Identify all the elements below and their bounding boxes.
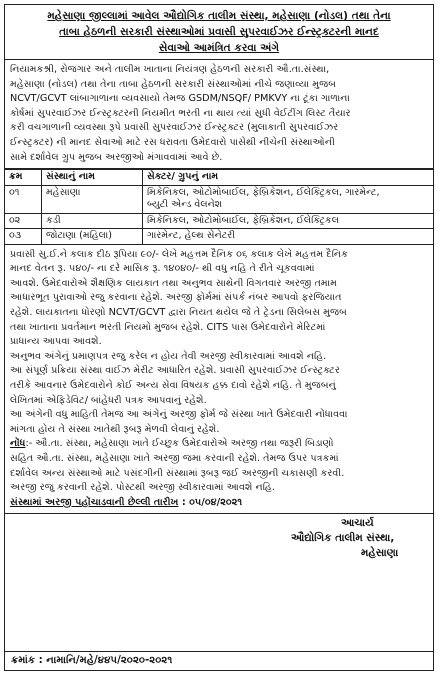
row-serial: ૦૨ [5,213,42,229]
intro-line: NCVT/GCVT લાંબાગાળાના વ્યવસાયો તેમજ GSDM/NSQF/ PMKVY ના ટૂંકા ગાળાના [10,93,350,105]
col-header-sector: સેક્ટર/ ગ્રુપનું નામ [143,170,434,186]
deadline-line [10,496,428,511]
row-institute: જોટાણા (મહિલા) [42,229,143,245]
notice-document [4,4,434,671]
body-line: માંગતા હોય તે સંસ્થા ખાતેથી રૂબરૂ મેળવી લેવાનું રહેશે. [10,423,220,435]
col-header-institute: સંસ્થાનું નામ [42,170,143,186]
row-institute: મહેસાણા [42,185,143,213]
table-row [5,229,433,245]
table-header-row [5,170,433,186]
note-text: :- ઔ.તા. સંસ્થા, મહેસાણા ખાતે ઈચ્છુક ઉમેદવારોએ અરજી તથા જરૂરી બિડાણો [25,438,334,450]
table-row [5,213,433,229]
body-line: તથા ખાતાના પ્રવર્તમાન ભરતી નિયમો મુજબ રહેશે. CITS પાસ ઉમેદવારોને મેરિટમાં [10,321,326,333]
deadline-label: સંસ્થામાં અરજી પહોંચાડવાની છેલ્લી તારીખ [10,496,179,508]
body-line: આ અંગેની વધુ માહિતી તેમજ આ અંગેનું અરજી ફોર્મ જે સંસ્થા ખાતે ઉમેદવારી નોંધાવવા [10,409,348,421]
note-first-line [10,437,428,452]
body-line: આ સંપૂર્ણ પ્રક્રિયા સંસ્થા વાઈઝ મેરીટ આધારિત રહેશે. પ્રવાસી સુપરવાઈઝર ઈન્સ્ટ્રક્ટર [10,365,340,377]
heading-line-1: મહેસાણા જીલ્લામાં આવેલ ઔદ્યોગિક તાલીમ સંસ્થા, મહેસાણા (નોડલ) તથા તેના [47,10,391,22]
row-sector: મિકેનિકલ, ઓટોમોબાઈલ, ફેબ્રિકેશન, ઈલેક્ટ્રિકલ [143,213,434,229]
note-line: દર્શાવેલ અન્ય સંસ્થાઓ માટે પસંદગીની સંસ્થામાં રૂબરૂ જઈ અરજીની ચકાસણી કરવી. [10,467,345,479]
body-line: પ્રવાસી સુ.ઈ.ને કલાક દીઠ રૂપિયા ૯૦/- લેખે મહત્તમ દૈનિક ૦૬ કલાક લેખે મહત્તમ દૈનિક [10,248,348,260]
heading-line-2: તાબા હેઠળની સરકારી સંસ્થાઓમાં પ્રવાસી સુપરવાઈઝર ઈન્સ્ટ્રક્ટરની માનદ [59,26,379,38]
body-line: આવશે. ઉમેદવારોએ શૈક્ષણિક લાયકાત તથા અનુભવ સાથેની વિગતવાર અરજી તમામ [10,277,337,289]
body-line: રહેશે. લાયકાતના ધોરણો NCVT/GCVT દ્વારા નિયત થયેલ જે તે ટ્રેડના સિલેબસ મુજબ [10,307,347,319]
row-sector [143,185,434,213]
row-serial: ૦૧ [5,185,42,213]
row-serial: ૦૩ [5,229,42,245]
intro-line: ઈન્સ્ટ્રક્ટર) ની માનદ સેવાઓ માટે રસ ધરાવતા ઉમેદવારો પાસેથી નીચેની સંસ્થાઓની [10,136,335,148]
note-line: અરજી રજુ કરવાની રહેશે. પોસ્ટથી અરજી સ્વીકારવામાં આવશે નહિ. [10,482,275,494]
signatory-org: ઔદ્યોગિક તાલીમ સંસ્થા, [291,532,395,545]
body-line: પ્રાધાન્ય આપવા આવશે. [10,336,102,348]
body-line: તરીકે આવનાર ઉમેદવારોને કોઈ અન્ય સેવા વિષયક હક્ક દાવો રહેશે નહિ. તે મુજબનું [10,380,336,391]
row-sector-line: મિકેનિકલ, ઓટોમોબાઈલ, ફેબ્રિકેશન, ઈલેક્ટ્રિકલ, ગારમેન્ટ, [147,186,380,198]
intro-line: નિયામકશ્રી, રોજગાર અને તાલીમ ખાતાના નિયંત્રણ હેઠળની સરકારી ઔ.તા.સંસ્થા, [10,64,330,75]
reference-number: ક્રમાંક : નામાનિ/મહે/૪૪૫/૨૦૨૦-૨૦૨૧ [5,651,433,670]
row-sector-line: બ્યુટી એન્ડ વેલનેશ [147,199,223,211]
body-line: માનદ વેતન રૂ. ૫૪૦/- ના દરે માસિક રૂ. ૧૪૦૪૦/- થી વધુ નહિ તે રીતે ચૂકવવામાં [10,263,315,275]
col-header-serial: ક્રમ [5,170,42,186]
note-label: નોંધ [10,438,26,450]
note-line: સહિત ઔ.તા. સંસ્થા, મહેસાણા ખાતે અરજી જમા કરવાની રહેશે. તેમજ ઉપર પત્રકમાં [10,452,339,464]
body-line: અનુભવ અંગેનું પ્રમાણપત્ર રજુ કરેલ ન હોય તેવી અરજી સ્વીકારવામાં આવશે નહિ. [10,350,327,362]
institutes-table [5,169,433,245]
intro-line: કરી વચગાળાની વ્યવસ્થા રૂપે પ્રવાસી સુપરવાઈઝર ઈન્સ્ટ્રક્ટર (મુલાકાતી સુપરવાઈઝર [10,122,339,134]
signature-block [5,514,433,566]
row-institute: કડી [42,213,143,229]
intro-paragraph [5,60,433,169]
deadline-date: : ૦૫/૦૪/૨૦૨૧ [181,496,243,508]
intro-line: સામે દર્શાવેલ ગ્રુપ મુજબ અરજીઓ મંગાવવામાં આવે છે. [10,151,223,163]
row-sector: ગારમેન્ટ, હેલ્થ સેનેટરી [143,229,434,245]
terms-paragraph [5,245,433,515]
table-row [5,185,433,213]
signatory-place: મહેસાણા [361,547,399,560]
signatory-title: આચાર્ય [341,517,374,530]
body-line: આધારભૂત પુરાવાઓ રજુ કરવાના રહેશે. અરજી ફોર્મમાં સંપર્ક નંબર આપવો ફરજિયાત [10,292,342,304]
intro-line: મહેસાણા (નોડલ) તથા તેના તાબા હેઠળની સરકારી સંસ્થાઓમાં નીચે જણાવ્યા મુજબ [10,78,337,90]
notice-heading [5,5,433,60]
heading-line-3: સેવાઓ આમંત્રિત કરવા અંગે [158,42,280,54]
body-line: લેખિતમાં એફિડેવિટ/ બાંહેધરી પત્રક આપવાનું રહેશે. [10,394,207,406]
intro-line: કોર્ષમાં સુપરવાઈઝર ઈન્સ્ટ્રક્ટરની નિયમીત ભરતી ના થાય ત્યાં સુધી વેઈટીંગ લિસ્ટ તૈયાર [10,107,351,119]
